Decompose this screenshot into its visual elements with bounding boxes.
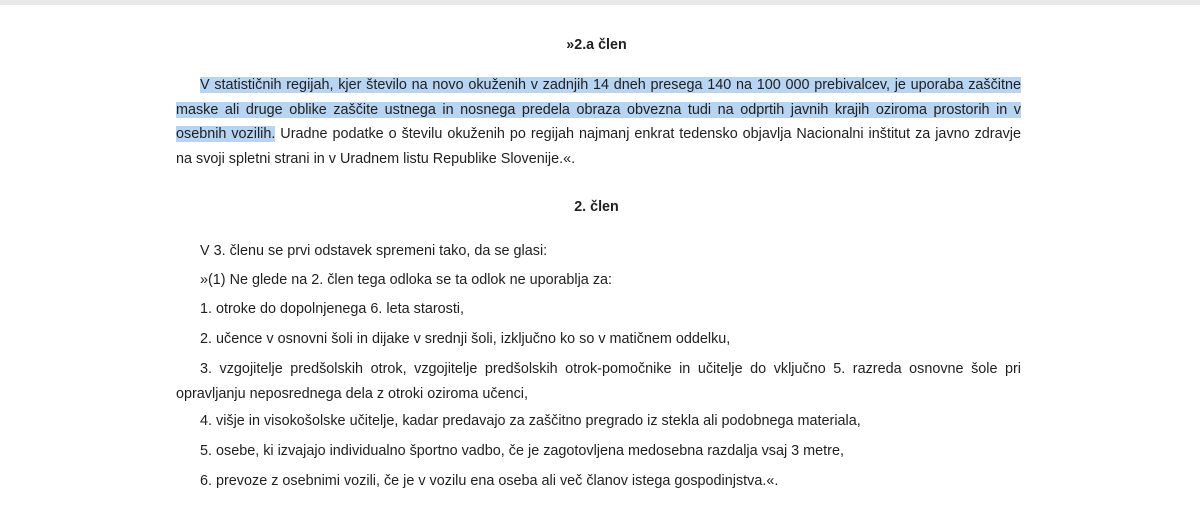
paragraph-text-rest: Uradne podatke o številu okuženih po regijah najmanj enkrat tedensko objavlja Nacionalni inštitut za javno zdravje na svoji spletni strani in v Uradnem listu Republike Slovenije.«. (176, 126, 1021, 167)
article-2a-paragraph[interactable] (176, 73, 1021, 171)
list-item-5: 5. osebe, ki izvajajo individualno športno vadbo, če je zagotovljena medosebna razdalja vsaj 3 metre, (200, 443, 844, 459)
list-item-6: 6. prevoze z osebnimi vozili, če je v vozilu ena oseba ali več članov istega gospodinjstva.«. (200, 473, 779, 489)
article-heading-2a: »2.a člen (566, 37, 627, 53)
list-item-3: 3. vzgojitelje predšolskih otrok, vzgojitelje predšolskih otrok-pomočnike in učitelje do vključno 5. razreda osnovne šole pri opravljanju neposrednega dela z otroki oziroma učenci, (176, 361, 1021, 402)
paragraph-1-intro: »(1) Ne glede na 2. člen tega odloka se ta odlok ne uporablja za: (200, 272, 613, 288)
list-item-1: 1. otroke do dopolnjenega 6. leta starosti, (200, 301, 465, 317)
article-heading-2: 2. člen (574, 199, 619, 215)
list-item-2: 2. učence v osnovni šoli in dijake v srednji šoli, izključno ko so v matičnem oddelku, (200, 331, 731, 347)
selected-text[interactable]: V statističnih regijah, kjer število na novo okuženih v zadnjih 14 dneh presega 140 na 100 000 prebivalcev, je uporaba zaščitne maske ali druge oblike zaščite ustnega in nosnega predela obraza obvezna tudi na odprtih javnih krajih oziroma prostorih in v osebnih vozilih. (176, 77, 1021, 142)
amendment-intro: V 3. členu se prvi odstavek spremeni tako, da se glasi: (200, 243, 548, 259)
list-item-4: 4. višje in visokošolske učitelje, kadar predavajo za zaščitno pregrado iz stekla ali podobnega materiala, (200, 413, 861, 429)
